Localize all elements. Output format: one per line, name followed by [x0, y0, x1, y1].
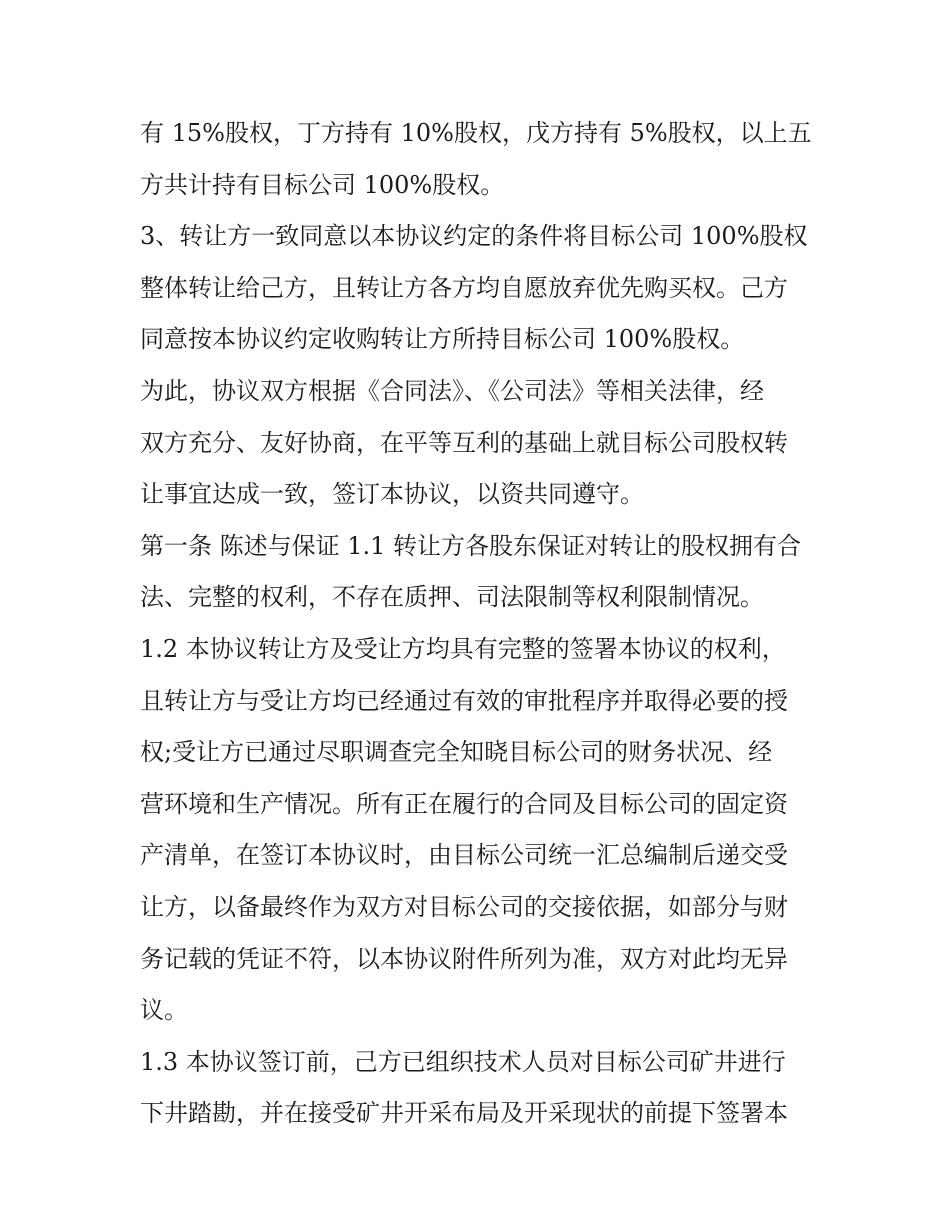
text-line: 整体转让给己方，且转让方各方均自愿放弃优先购买权。己方 — [140, 273, 788, 302]
text-line: 3、转让方一致同意以本协议约定的条件将目标公司 100%股权 — [140, 222, 808, 251]
text-line: 营环境和生产情况。所有正在履行的合同及目标公司的固定资 — [140, 789, 788, 818]
text-line: 让方，以备最终作为双方对目标公司的交接依据，如部分与财 — [140, 892, 788, 921]
text-line: 让事宜达成一致，签订本协议，以资共同遵守。 — [140, 480, 644, 509]
text-line: 法、完整的权利，不存在质押、司法限制等权利限制情况。 — [140, 583, 764, 612]
text-line: 第一条 陈述与保证 1.1 转让方各股东保证对转让的股权拥有合 — [140, 531, 802, 560]
text-line: 权;受让方已通过尽职调查完全知晓目标公司的财务状况、经 — [140, 738, 773, 767]
text-line: 方共计持有目标公司 100%股权。 — [140, 170, 505, 199]
text-line: 产清单，在签订本协议时，由目标公司统一汇总编制后递交受 — [140, 841, 788, 870]
text-line: 有 15%股权，丁方持有 10%股权，戊方持有 5%股权，以上五 — [140, 119, 812, 147]
text-line: 1.2 本协议转让方及受让方均具有完整的签署本协议的权利， — [140, 634, 786, 663]
body-text — [140, 108, 830, 1140]
text-line: 为此，协议双方根据《合同法》、《公司法》等相关法律，经 — [140, 376, 764, 405]
text-line: 议。 — [140, 996, 188, 1025]
text-line: 下井踏勘，并在接受矿井开采布局及开采现状的前提下签署本 — [140, 1099, 788, 1128]
text-line: 且转让方与受让方均已经通过有效的审批程序并取得必要的授 — [140, 686, 788, 715]
text-line: 务记载的凭证不符，以本协议附件所列为准，双方对此均无异 — [140, 944, 788, 973]
text-line: 同意按本协议约定收购转让方所持目标公司 100%股权。 — [140, 325, 745, 354]
text-line: 双方充分、友好协商，在平等互利的基础上就目标公司股权转 — [140, 428, 788, 457]
text-line: 1.3 本协议签订前，己方已组织技术人员对目标公司矿井进行 — [140, 1047, 786, 1076]
